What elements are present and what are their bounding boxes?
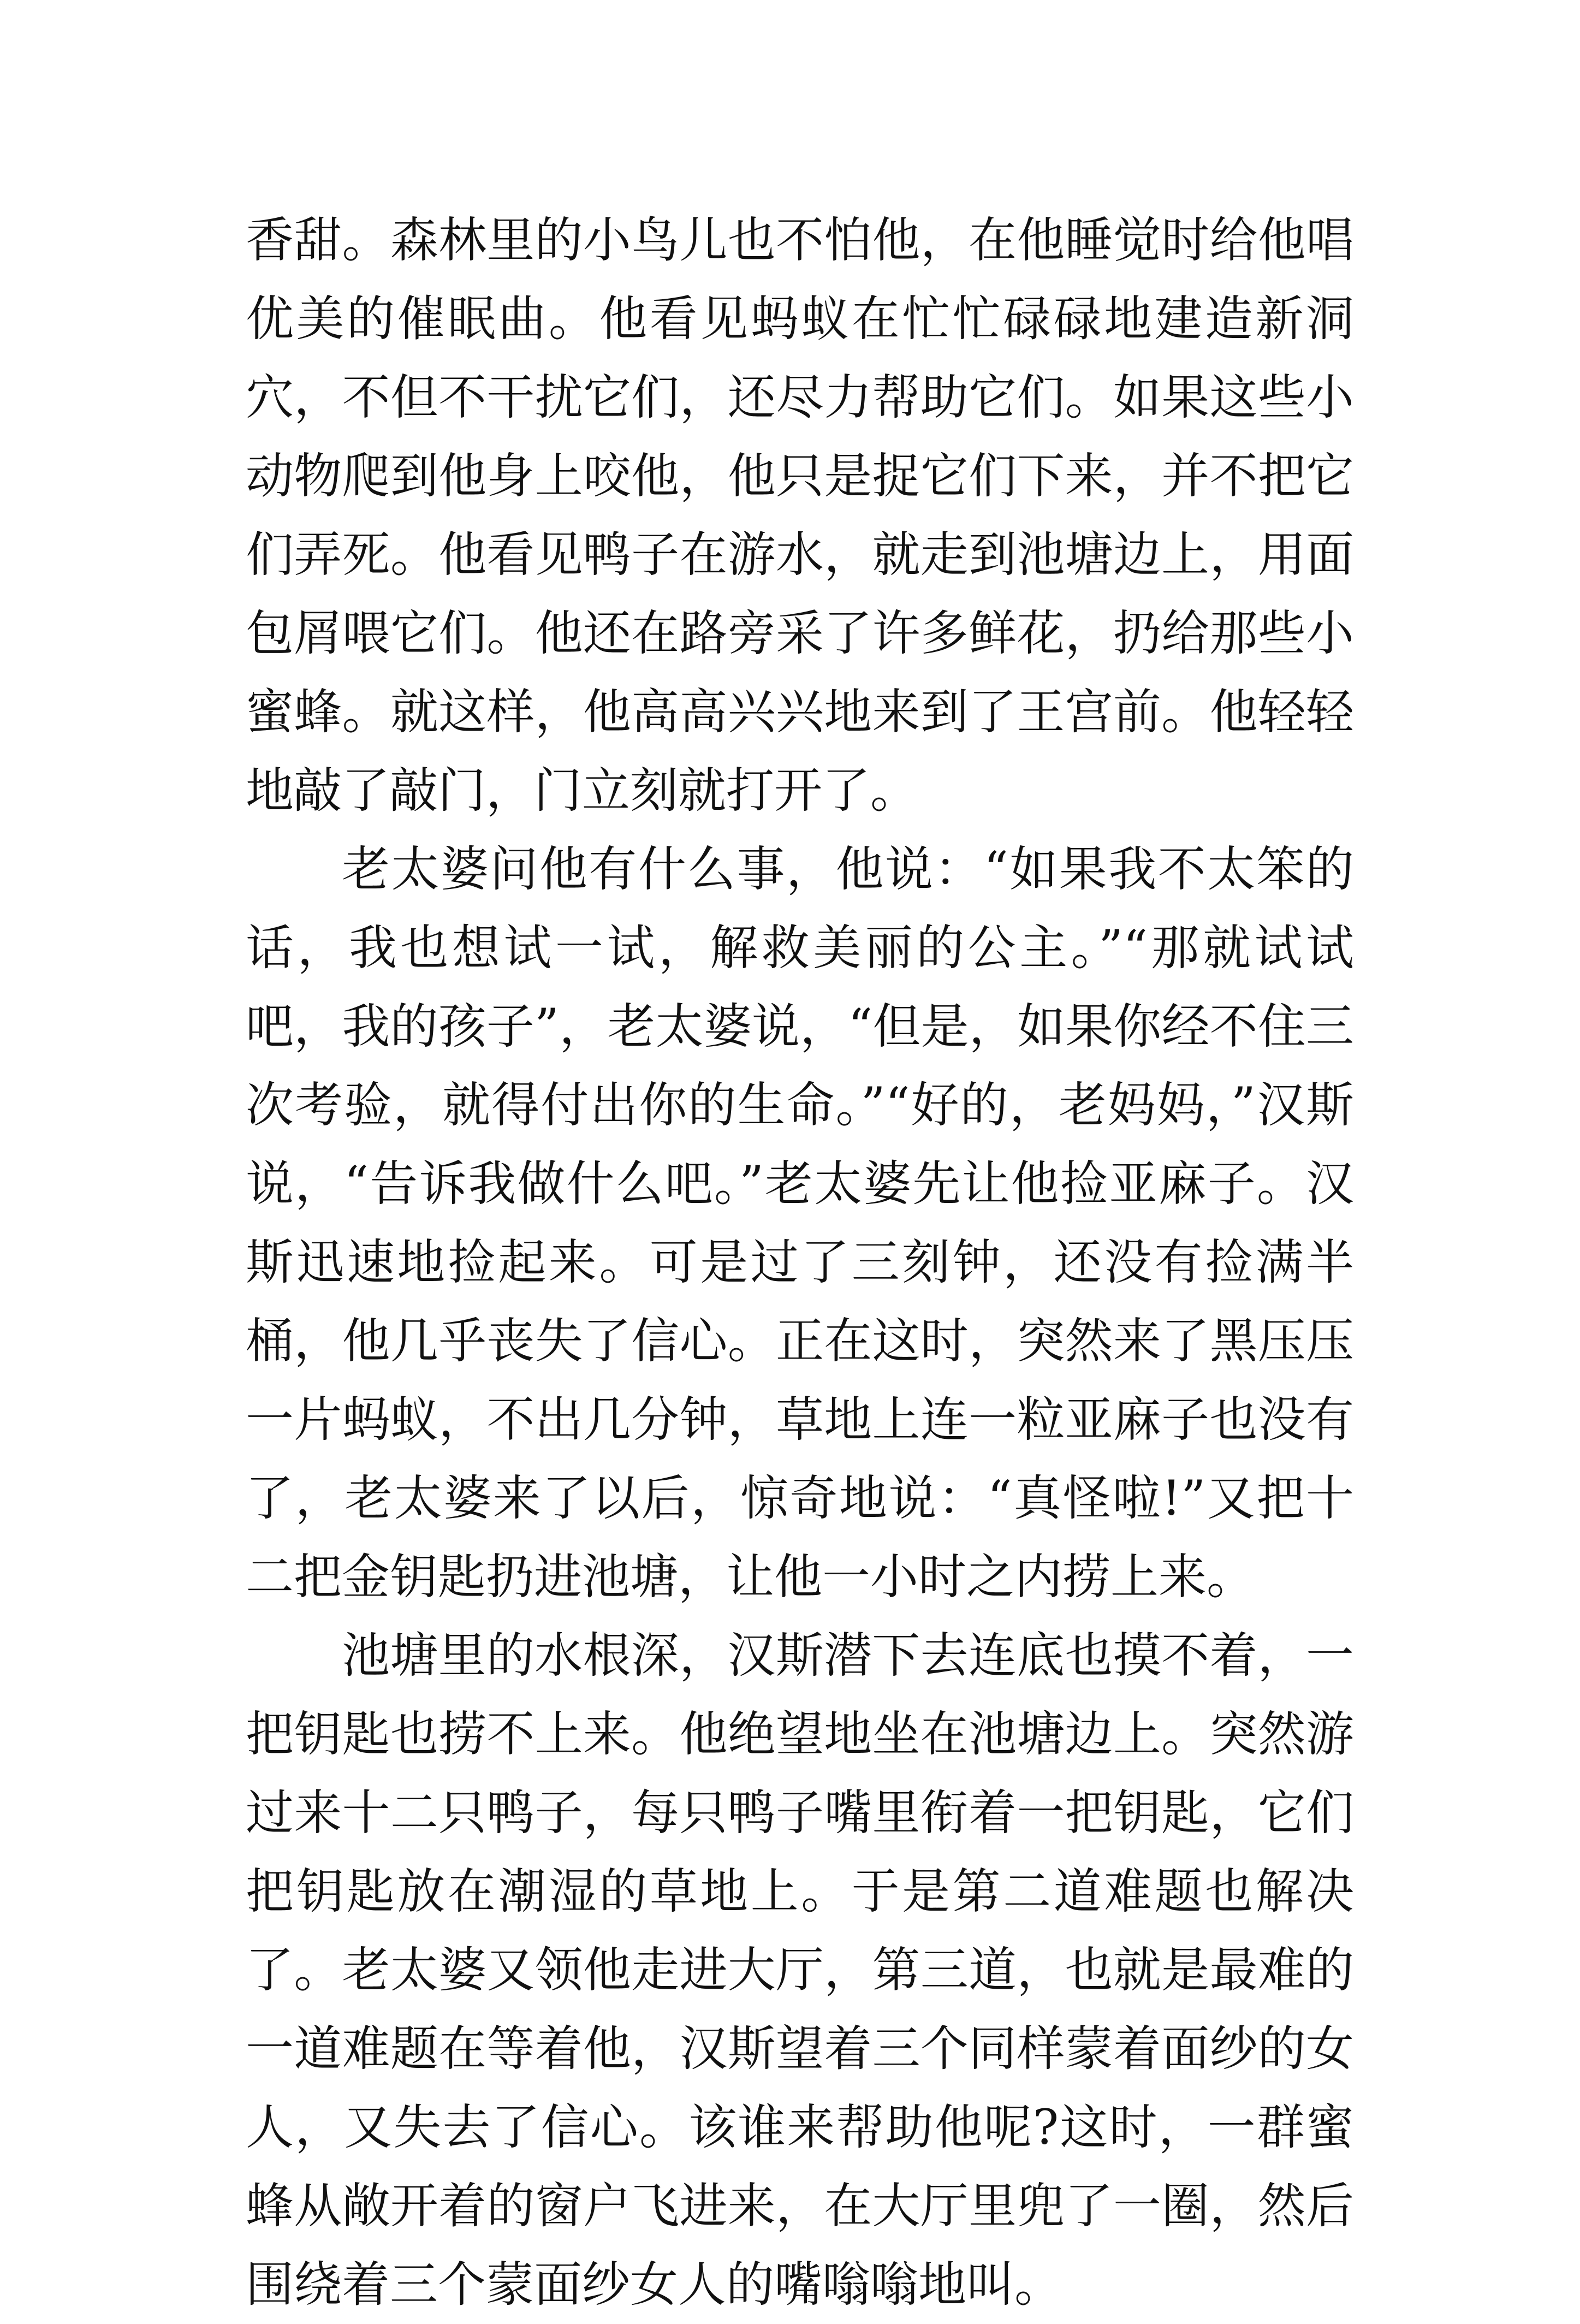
body-text bbox=[246, 201, 1354, 2324]
paragraph-3: 池塘里的水根深，汉斯潜下去连底也摸不着，一把钥匙也捞不上来。他绝望地坐在池塘边上。突然游过来十二只鸭子，每只鸭子嘴里衔着一把钥匙，它们把钥匙放在潮湿的草地上。于是第二道难题也解决了。老太婆又领他走进大厅，第三道，也就是最难的一道难题在等着他，汉斯望着三个同样蒙着面纱的女人，又失去了信心。该谁来帮助他呢?这时，一群蜜蜂从敞开着的窗户飞进来，在大厅里兜了一圈，然后围绕着三个蒙面纱女人的嘴嗡嗡地叫。 bbox=[246, 1627, 1354, 2313]
paragraph-1: 香甜。森林里的小鸟儿也不怕他，在他睡觉时给他唱优美的催眠曲。他看见蚂蚁在忙忙碌碌地建造新洞穴，不但不干扰它们，还尽力帮助它们。如果这些小动物爬到他身上咬他，他只是捉它们下来，并不把它们弄死。他看见鸭子在游水，就走到池塘边上，用面包屑喂它们。他还在路旁采了许多鲜花，扔给那些小蜜蜂。就这样，他高高兴兴地来到了王宫前。他轻轻地敲了敲门，门立刻就打开了。 bbox=[246, 212, 1354, 819]
paragraph-2: 老太婆问他有什么事，他说：“如果我不太笨的话，我也想试一试，解救美丽的公主。”“那就试试吧，我的孩子”，老太婆说，“但是，如果你经不住三次考验，就得付出你的生命。”“好的，老妈妈，”汉斯说，“告诉我做什么吧。”老太婆先让他捡亚麻子。汉斯迅速地捡起来。可是过了三刻钟，还没有捡满半桶，他几乎丧失了信心。正在这时，突然来了黑压压一片蚂蚁，不出几分钟，草地上连一粒亚麻子也没有了，老太婆来了以后，惊奇地说：“真怪啦!”又把十二把金钥匙扔进池塘，让他一小时之内捞上来。 bbox=[246, 841, 1354, 1605]
